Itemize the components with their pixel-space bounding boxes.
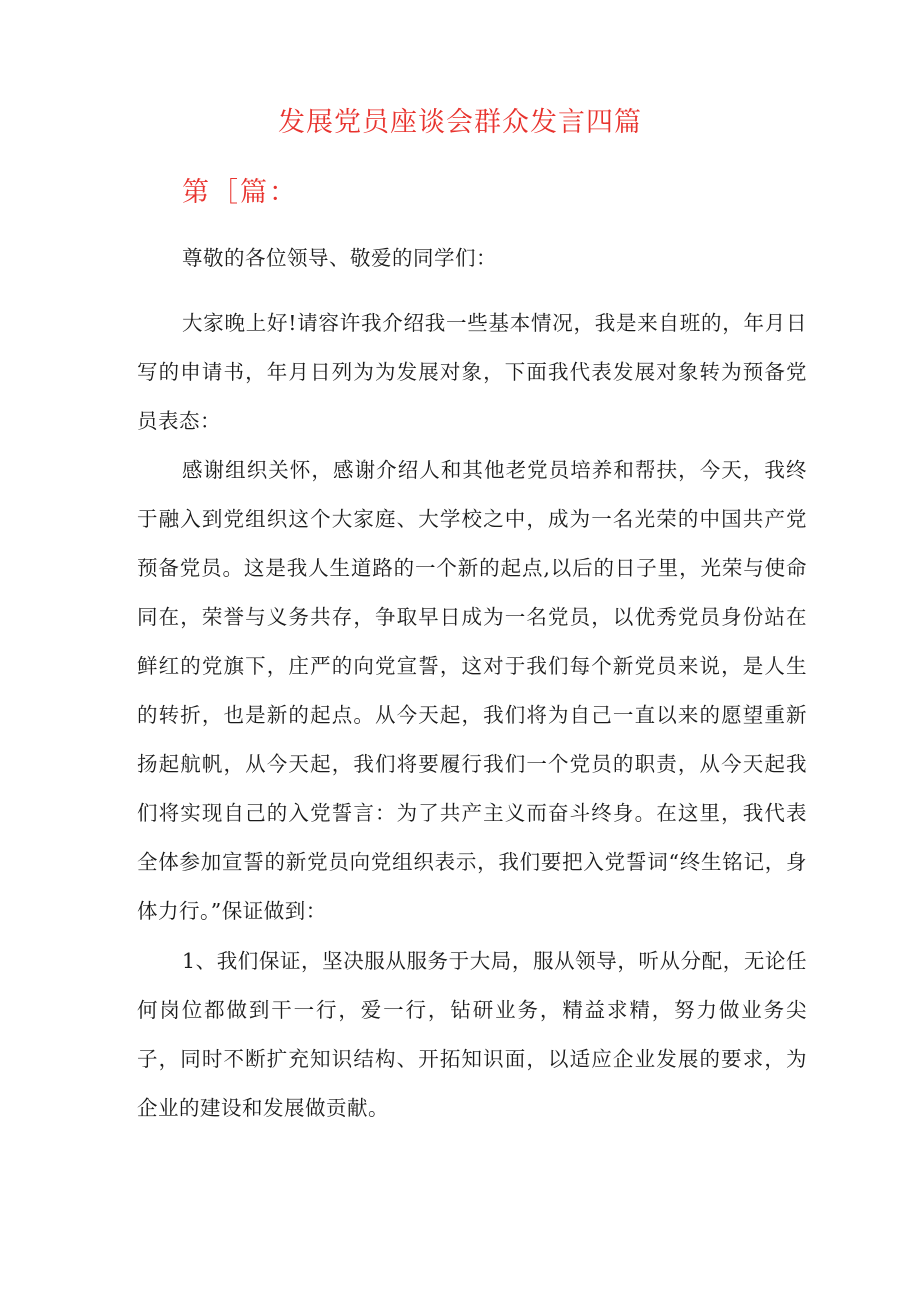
paragraph-pledge-1: 1、我们保证，坚决服从服务于大局，服从领导，听从分配，无论任何岗位都做到干一行，爱一行，钻研业务，精益求精，努力做业务尖子，同时不断扩充知识结构、开拓知识面，以适应企业发展的要求，为企业的建设和发展做贡献。 — [137, 949, 807, 1120]
document-title: 发展党员座谈会群众发言四篇 — [278, 107, 642, 138]
paragraph-thanks: 感谢组织关怀，感谢介绍人和其他老党员培养和帮扶，今天，我终于融入到党组织这个大家庭、大学校之中，成为一名光荣的中国共产党预备党员。这是我人生道路的一个新的起点,以后的日子里，光荣与使命同在，荣誉与义务共存，争取早日成为一名党员，以优秀党员身份站在鲜红的党旗下，庄严的向党宣誓，这对于我们每个新党员来说，是人生的转折，也是新的起点。从今天起，我们将为自己一直以来的愿望重新扬起航帆，从今天起，我们将要履行我们一个党员的职责，从今天起我们将实现自己的入党誓言：为了共产主义而奋斗终身。在这里，我代表全体参加宣誓的新党员向党组织表示，我们要把入党誓词“终生铭记，身体力行。”保证做到： — [137, 458, 807, 923]
paragraph-greeting: 尊敬的各位领导、敬爱的同学们： — [182, 246, 497, 270]
section-heading: 第［篇： — [182, 177, 298, 208]
paragraph-intro: 大家晚上好!请容许我介绍我一些基本情况，我是来自班的，年月日写的申请书，年月日列为为发展对象，下面我代表发展对象转为预备党员表态： — [137, 311, 807, 433]
